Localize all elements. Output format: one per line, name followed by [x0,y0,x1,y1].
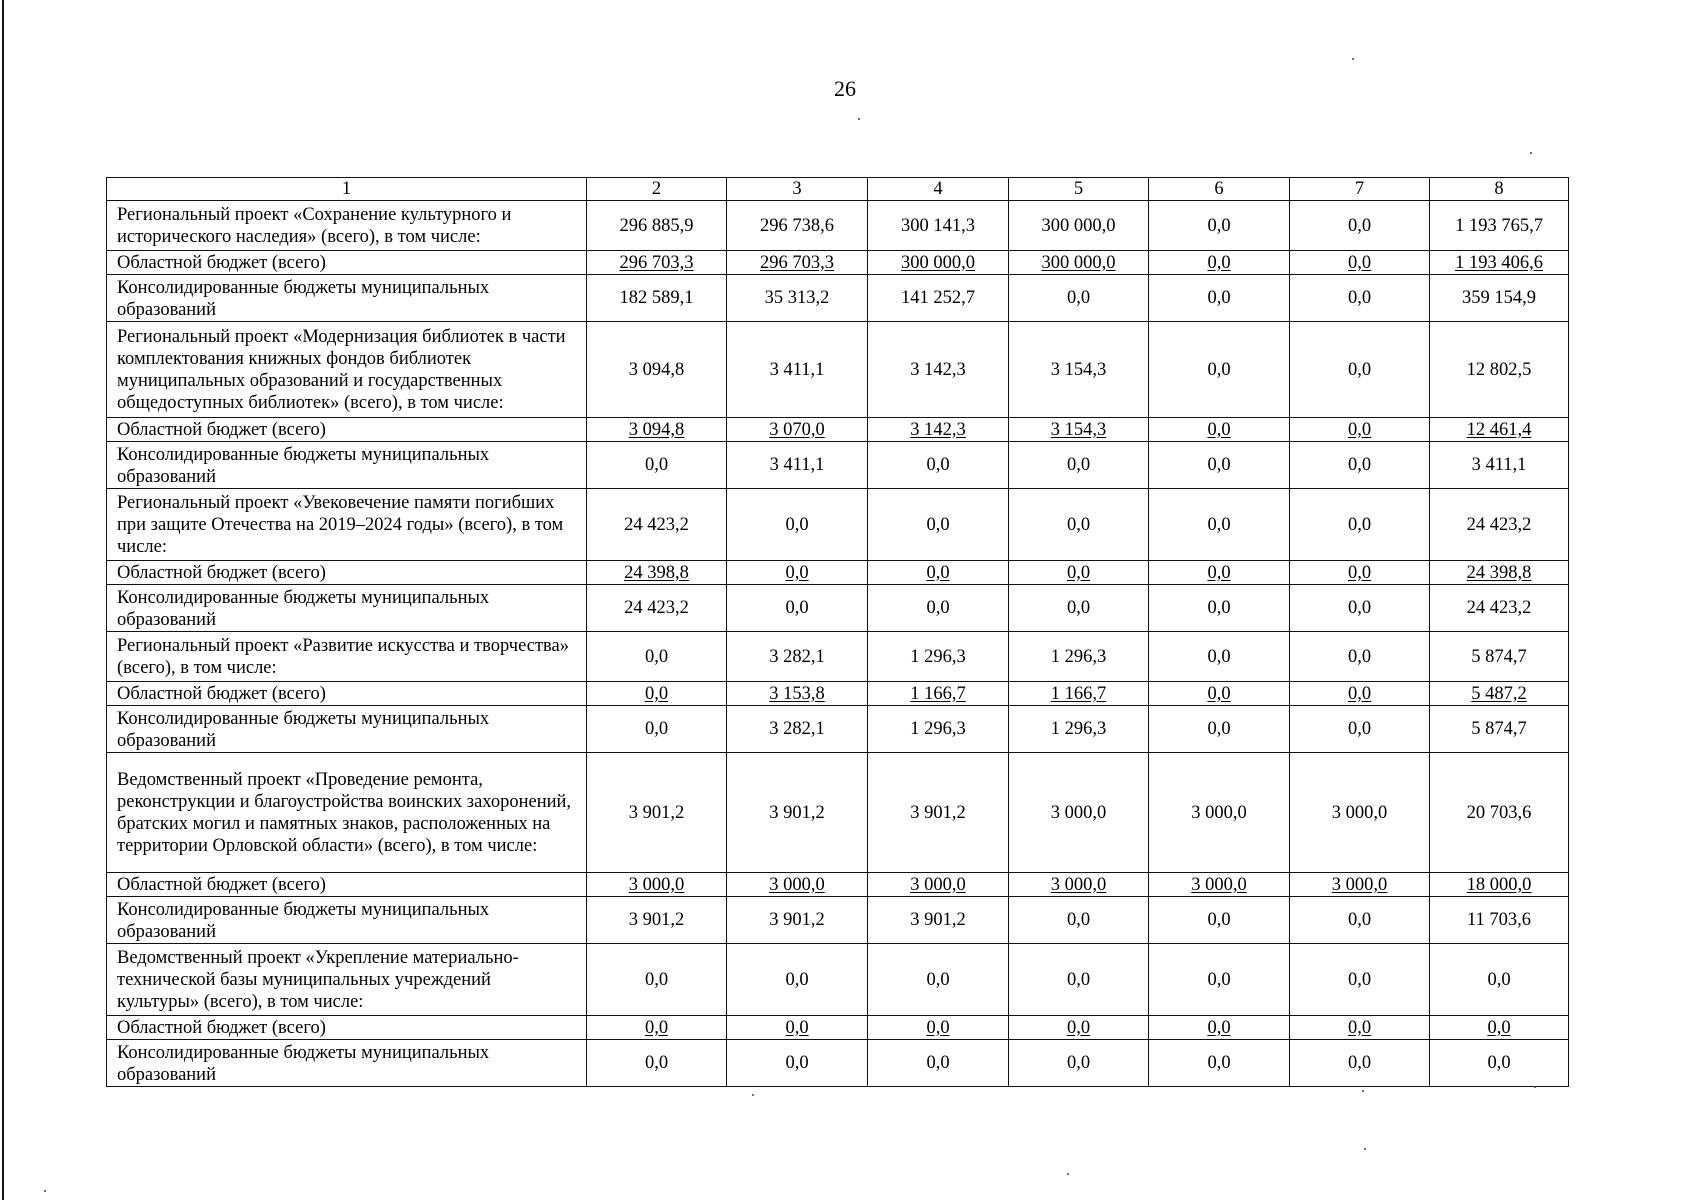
value-cell: 0,0 [1009,489,1149,561]
value-cell: 5 874,7 [1430,706,1569,753]
row-label: Ведомственный проект «Укрепление материально-технической базы муниципальных учреждений культуры» (всего), в том числе: [107,944,587,1016]
value-cell: 3 000,0 [1149,873,1290,897]
value-cell: 0,0 [1430,944,1569,1016]
value-cell: 3 411,1 [727,322,868,418]
value-cell: 0,0 [868,585,1009,632]
value-cell: 359 154,9 [1430,275,1569,322]
value-cell: 296 703,3 [587,251,727,275]
table-row [107,489,1569,561]
value-cell: 0,0 [1290,251,1430,275]
table-row [107,201,1569,251]
value-cell: 3 000,0 [1290,873,1430,897]
value-cell: 24 398,8 [1430,561,1569,585]
value-cell: 0,0 [1290,275,1430,322]
row-label: Консолидированные бюджеты муниципальных образований [107,275,587,322]
value-cell: 0,0 [587,1040,727,1087]
value-cell: 3 282,1 [727,706,868,753]
scan-speck [1364,1148,1366,1150]
value-cell: 0,0 [868,1040,1009,1087]
value-cell: 3 411,1 [727,442,868,489]
value-cell: 0,0 [1149,251,1290,275]
value-cell: 3 901,2 [727,897,868,944]
value-cell: 141 252,7 [868,275,1009,322]
value-cell: 3 142,3 [868,418,1009,442]
value-cell: 300 000,0 [868,251,1009,275]
value-cell: 0,0 [1290,1040,1430,1087]
table-row [107,322,1569,418]
value-cell: 3 000,0 [1290,753,1430,873]
row-label: Консолидированные бюджеты муниципальных образований [107,706,587,753]
value-cell: 0,0 [1290,201,1430,251]
value-cell: 0,0 [1149,682,1290,706]
value-cell: 3 142,3 [868,322,1009,418]
value-cell: 0,0 [1149,585,1290,632]
row-label: Областной бюджет (всего) [107,561,587,585]
row-label: Региональный проект «Развитие искусства и творчества» (всего), в том числе: [107,632,587,682]
table-row [107,706,1569,753]
value-cell: 0,0 [1149,1016,1290,1040]
value-cell: 3 153,8 [727,682,868,706]
table-body [107,178,1569,1087]
page-left-border [2,0,4,1200]
value-cell: 0,0 [1290,944,1430,1016]
scan-speck [858,118,860,120]
value-cell: 1 166,7 [868,682,1009,706]
value-cell: 0,0 [868,944,1009,1016]
value-cell: 296 738,6 [727,201,868,251]
value-cell: 0,0 [1149,201,1290,251]
value-cell: 0,0 [587,706,727,753]
value-cell: 0,0 [1290,418,1430,442]
row-label: Ведомственный проект «Проведение ремонта, реконструкции и благоустройства воинских захоронений, братских могил и памятных знаков, расположенных на территории Орловской области» (всего), в том числе: [107,753,587,873]
value-cell: 3 070,0 [727,418,868,442]
value-cell: 0,0 [587,944,727,1016]
row-label: Региональный проект «Увековечение памяти погибших при защите Отечества на 2019–2024 годы» (всего), в том числе: [107,489,587,561]
value-cell: 3 000,0 [587,873,727,897]
value-cell: 0,0 [1290,897,1430,944]
row-label: Областной бюджет (всего) [107,873,587,897]
row-label: Консолидированные бюджеты муниципальных образований [107,897,587,944]
value-cell: 0,0 [1290,322,1430,418]
row-label: Областной бюджет (всего) [107,682,587,706]
column-header: 1 [107,178,587,201]
value-cell: 3 154,3 [1009,322,1149,418]
table-row [107,944,1569,1016]
column-header: 6 [1149,178,1290,201]
value-cell: 0,0 [1149,1040,1290,1087]
value-cell: 3 000,0 [1009,753,1149,873]
value-cell: 0,0 [1290,632,1430,682]
value-cell: 0,0 [1290,585,1430,632]
value-cell: 3 411,1 [1430,442,1569,489]
budget-table [106,177,1569,1087]
scan-speck [1362,1090,1364,1092]
value-cell: 0,0 [587,682,727,706]
page-number: 26 [834,76,856,101]
value-cell: 0,0 [1290,561,1430,585]
value-cell: 182 589,1 [587,275,727,322]
row-label: Региональный проект «Сохранение культурного и исторического наследия» (всего), в том числе: [107,201,587,251]
value-cell: 35 313,2 [727,275,868,322]
scan-speck [752,1094,754,1096]
table-row [107,442,1569,489]
value-cell: 24 423,2 [1430,489,1569,561]
column-header: 8 [1430,178,1569,201]
value-cell: 3 901,2 [587,897,727,944]
value-cell: 0,0 [587,1016,727,1040]
table-row [107,632,1569,682]
value-cell: 0,0 [1149,944,1290,1016]
value-cell: 1 296,3 [1009,706,1149,753]
value-cell: 3 901,2 [587,753,727,873]
value-cell: 0,0 [1009,561,1149,585]
row-label: Консолидированные бюджеты муниципальных образований [107,585,587,632]
table-row [107,418,1569,442]
value-cell: 0,0 [1009,1040,1149,1087]
value-cell: 0,0 [727,561,868,585]
scan-speck [1352,58,1354,60]
table-row [107,1040,1569,1087]
value-cell: 0,0 [1149,706,1290,753]
row-label: Областной бюджет (всего) [107,418,587,442]
value-cell: 18 000,0 [1430,873,1569,897]
value-cell: 1 166,7 [1009,682,1149,706]
value-cell: 3 000,0 [868,873,1009,897]
table-row [107,873,1569,897]
value-cell: 0,0 [1009,897,1149,944]
value-cell: 1 193 765,7 [1430,201,1569,251]
value-cell: 0,0 [727,1040,868,1087]
row-label: Областной бюджет (всего) [107,251,587,275]
value-cell: 24 423,2 [587,489,727,561]
value-cell: 0,0 [727,585,868,632]
value-cell: 0,0 [1430,1040,1569,1087]
table-row [107,561,1569,585]
value-cell: 3 094,8 [587,322,727,418]
table-row [107,753,1569,873]
value-cell: 0,0 [1149,897,1290,944]
scan-speck [44,1190,46,1192]
table-row [107,251,1569,275]
value-cell: 0,0 [1430,1016,1569,1040]
value-cell: 0,0 [727,489,868,561]
table-row [107,1016,1569,1040]
value-cell: 0,0 [1149,322,1290,418]
value-cell: 0,0 [1009,442,1149,489]
value-cell: 0,0 [868,1016,1009,1040]
value-cell: 3 000,0 [1009,873,1149,897]
value-cell: 0,0 [868,442,1009,489]
value-cell: 24 423,2 [587,585,727,632]
value-cell: 5 874,7 [1430,632,1569,682]
value-cell: 0,0 [1290,1016,1430,1040]
value-cell: 0,0 [868,561,1009,585]
value-cell: 0,0 [727,944,868,1016]
value-cell: 0,0 [1149,489,1290,561]
value-cell: 12 461,4 [1430,418,1569,442]
value-cell: 3 000,0 [727,873,868,897]
value-cell: 3 901,2 [727,753,868,873]
value-cell: 0,0 [1290,442,1430,489]
value-cell: 3 000,0 [1149,753,1290,873]
value-cell: 0,0 [1009,944,1149,1016]
table-header-row [107,178,1569,201]
value-cell: 3 901,2 [868,753,1009,873]
value-cell: 24 423,2 [1430,585,1569,632]
row-label: Областной бюджет (всего) [107,1016,587,1040]
value-cell: 0,0 [868,489,1009,561]
value-cell: 0,0 [587,632,727,682]
value-cell: 0,0 [1149,418,1290,442]
value-cell: 0,0 [1009,585,1149,632]
value-cell: 0,0 [1149,632,1290,682]
value-cell: 11 703,6 [1430,897,1569,944]
table-row [107,682,1569,706]
column-header: 4 [868,178,1009,201]
value-cell: 0,0 [1290,682,1430,706]
column-header: 2 [587,178,727,201]
value-cell: 5 487,2 [1430,682,1569,706]
value-cell: 300 141,3 [868,201,1009,251]
value-cell: 1 296,3 [868,632,1009,682]
value-cell: 12 802,5 [1430,322,1569,418]
row-label: Консолидированные бюджеты муниципальных образований [107,1040,587,1087]
column-header: 3 [727,178,868,201]
column-header: 5 [1009,178,1149,201]
value-cell: 3 094,8 [587,418,727,442]
value-cell: 296 703,3 [727,251,868,275]
row-label: Консолидированные бюджеты муниципальных образований [107,442,587,489]
column-header: 7 [1290,178,1430,201]
value-cell: 0,0 [587,442,727,489]
value-cell: 1 296,3 [1009,632,1149,682]
table-row [107,585,1569,632]
value-cell: 0,0 [1149,275,1290,322]
value-cell: 3 282,1 [727,632,868,682]
value-cell: 3 901,2 [868,897,1009,944]
scan-speck [1534,1086,1536,1088]
row-label: Региональный проект «Модернизация библиотек в части комплектования книжных фондов библиотек муниципальных образований и государственных общедоступных библиотек» (всего), в том числе: [107,322,587,418]
value-cell: 1 296,3 [868,706,1009,753]
scan-speck [1530,152,1532,154]
value-cell: 0,0 [1009,275,1149,322]
value-cell: 1 193 406,6 [1430,251,1569,275]
value-cell: 300 000,0 [1009,251,1149,275]
value-cell: 0,0 [1009,1016,1149,1040]
value-cell: 296 885,9 [587,201,727,251]
value-cell: 3 154,3 [1009,418,1149,442]
scan-speck [1067,1173,1069,1175]
value-cell: 300 000,0 [1009,201,1149,251]
value-cell: 0,0 [1290,706,1430,753]
value-cell: 0,0 [1149,442,1290,489]
table-row [107,275,1569,322]
value-cell: 0,0 [727,1016,868,1040]
table-row [107,897,1569,944]
value-cell: 0,0 [1290,489,1430,561]
value-cell: 0,0 [1149,561,1290,585]
value-cell: 24 398,8 [587,561,727,585]
value-cell: 20 703,6 [1430,753,1569,873]
